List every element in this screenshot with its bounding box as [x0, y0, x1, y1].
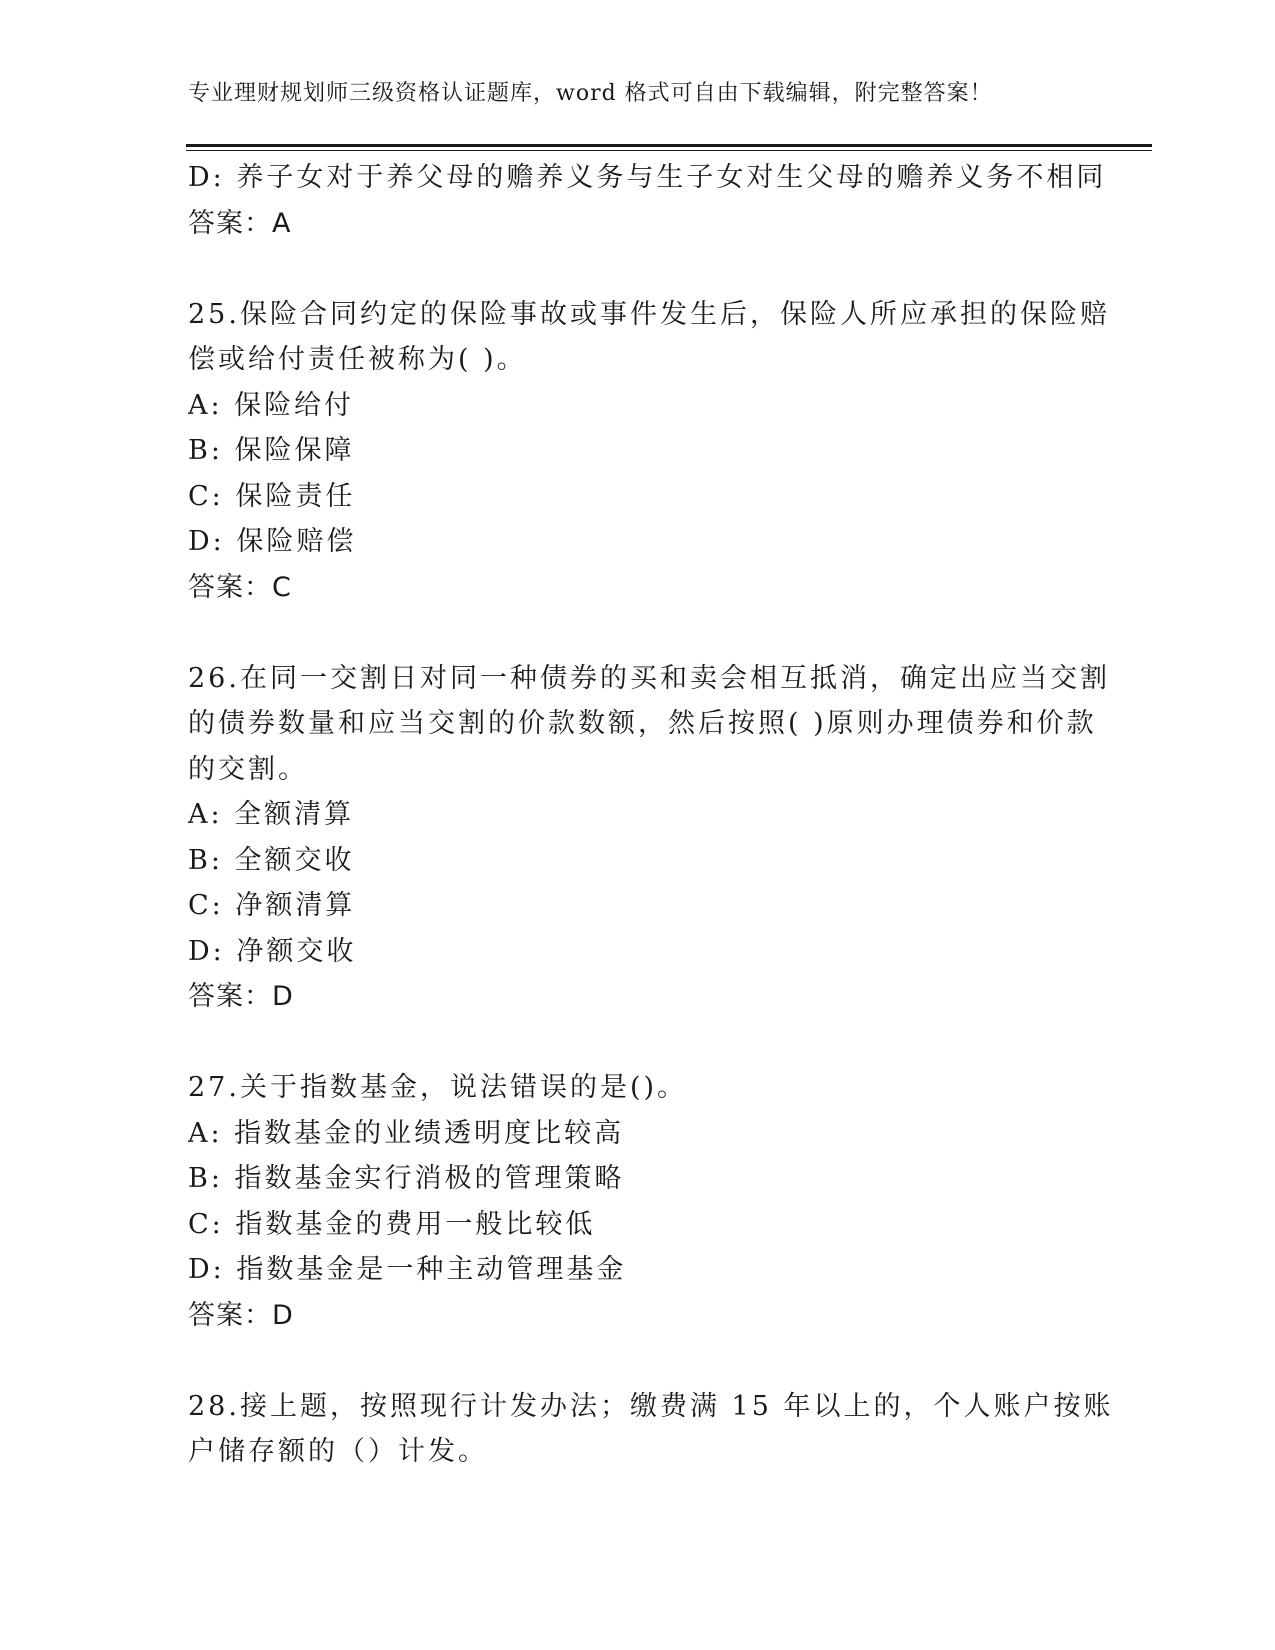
question-27 [188, 1065, 1088, 1338]
spacer [188, 1338, 1088, 1384]
question-stem: 的债券数量和应当交割的价款数额，然后按照( )原则办理债券和价款 [188, 708, 1097, 739]
option-c: C: 指数基金的费用一般比较低 [188, 1208, 596, 1240]
answer-line: 答案：D [188, 1299, 294, 1331]
question-26 [188, 656, 1110, 1020]
option-a: A: 指数基金的业绩透明度比较高 [188, 1117, 625, 1149]
option-b: B: 指数基金实行消极的管理策略 [188, 1163, 625, 1194]
question-28 [188, 1384, 1114, 1475]
question-stem: 的交割。 [188, 753, 308, 785]
answer-line: 答案：C [188, 571, 292, 603]
question-25 [188, 292, 1110, 611]
option-a: A: 全额清算 [188, 799, 355, 830]
option-b: B: 全额交收 [188, 844, 355, 876]
header-rule-thin [186, 150, 1152, 151]
spacer [188, 1020, 1088, 1066]
question-stem: 户储存额的（）计发。 [188, 1436, 488, 1467]
option-c: C: 净额清算 [188, 890, 356, 921]
page-header: 专业理财规划师三级资格认证题库，word 格式可自由下载编辑，附完整答案！ [188, 81, 993, 106]
spacer [188, 246, 1088, 292]
question-stem: 26.在同一交割日对同一种债券的买和卖会相互抵消，确定出应当交割 [188, 662, 1110, 694]
question-stem: 28.接上题，按照现行计发办法；缴费满 15 年以上的，个人账户按账 [188, 1390, 1114, 1422]
header-rule-thick [186, 144, 1152, 147]
question-stem: 25.保险合同约定的保险事故或事件发生后，保险人所应承担的保险赔 [188, 298, 1110, 330]
option-d: D: 保险赔偿 [188, 526, 357, 557]
option-d: D: 指数基金是一种主动管理基金 [188, 1254, 627, 1285]
answer-line: 答案：D [188, 981, 294, 1012]
option-d: D: 养子女对于养父母的赡养义务与生子女对生父母的赡养义务不相同 [188, 162, 1107, 193]
option-d: D: 净额交收 [188, 935, 357, 967]
question-stem: 偿或给付责任被称为( )。 [188, 344, 527, 375]
question-content [188, 155, 1114, 1475]
question-stem: 27.关于指数基金，说法错误的是()。 [188, 1072, 688, 1103]
option-c: C: 保险责任 [188, 480, 356, 512]
option-b: B: 保险保障 [188, 435, 355, 466]
spacer [188, 610, 1088, 656]
option-a: A: 保险给付 [188, 389, 355, 421]
answer-line: 答案：A [188, 207, 292, 239]
